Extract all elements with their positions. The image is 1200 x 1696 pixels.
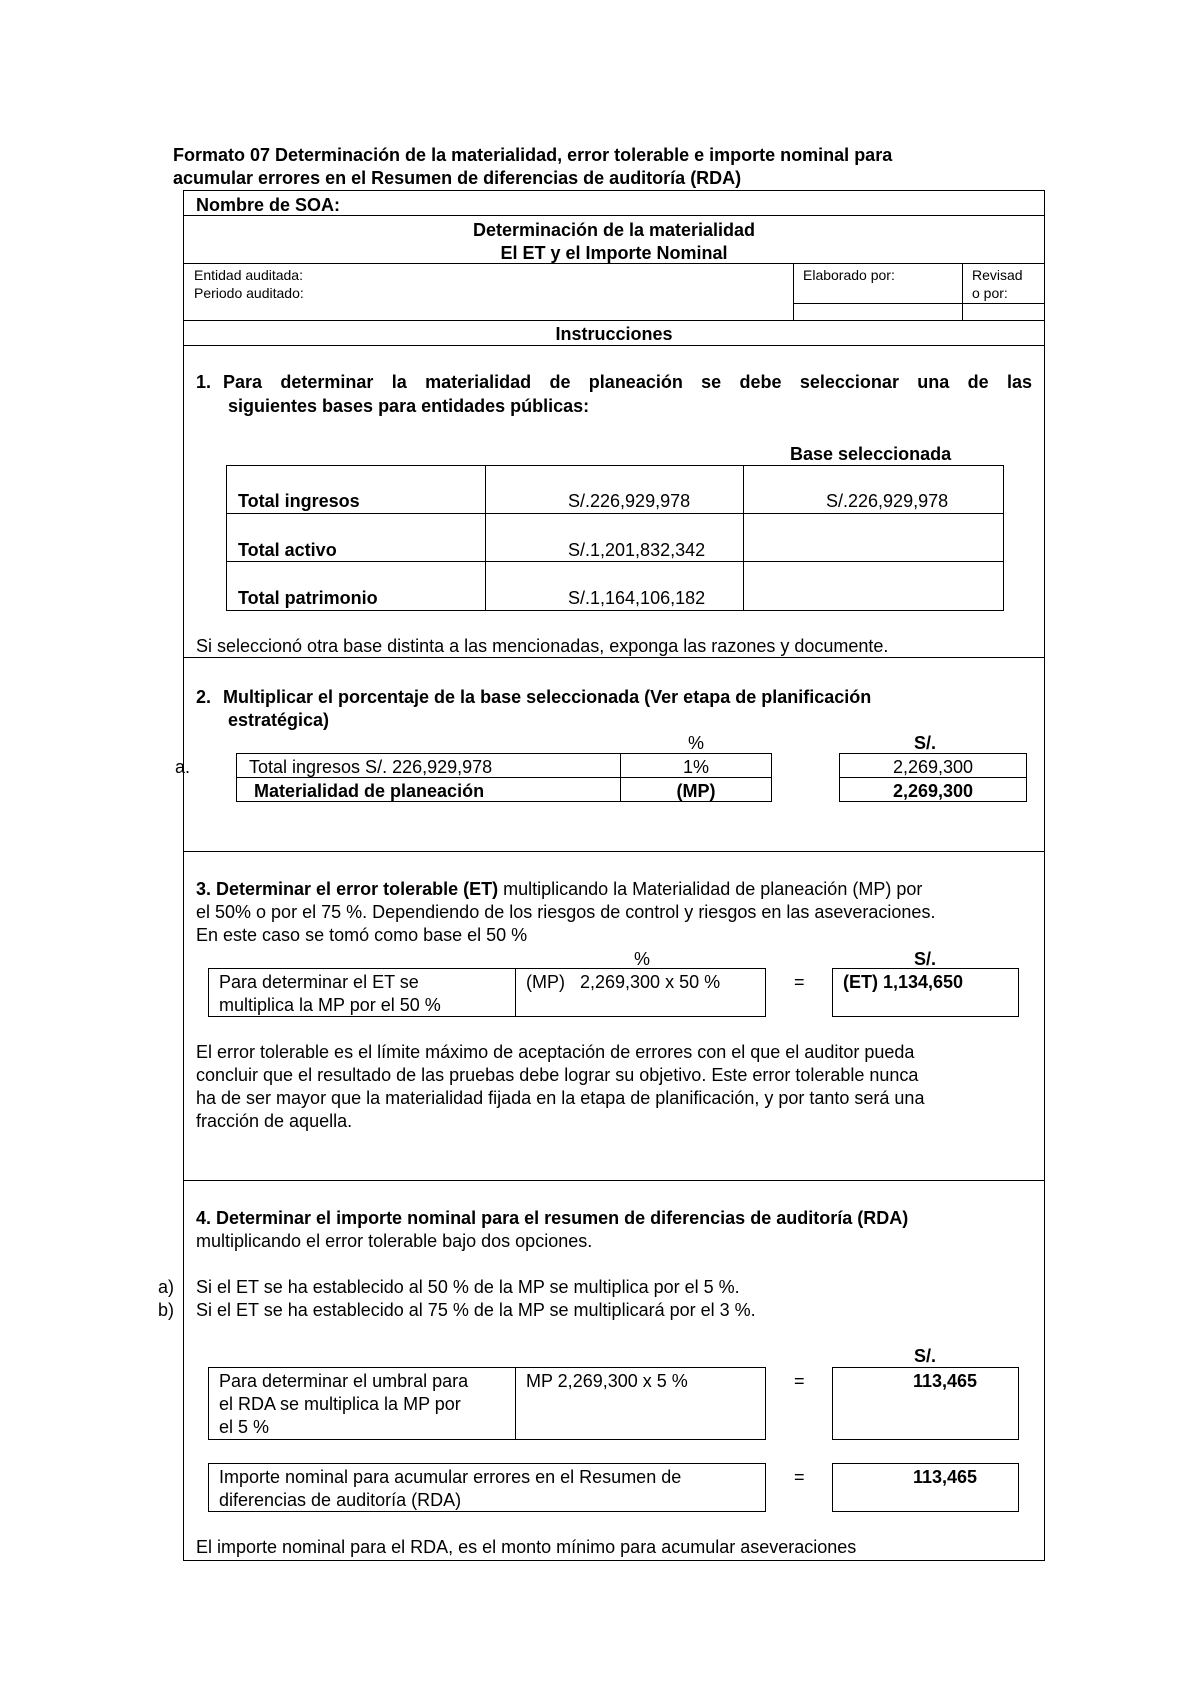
umbral-formula: MP 2,269,300 x 5 % xyxy=(526,1371,688,1391)
section3-text-line3: En este caso se tomó como base el 50 % xyxy=(196,925,528,945)
instrucciones-heading: Instrucciones xyxy=(555,324,673,344)
table-cell-value: S/.1,164,106,182 xyxy=(568,588,706,608)
soa-label: Nombre de SOA: xyxy=(196,195,341,215)
table-row: Total ingresos xyxy=(238,491,360,511)
option-b-text: Si el ET se ha establecido al 75 % de la MP se multiplicará por el 3 %. xyxy=(196,1300,756,1320)
divider xyxy=(183,657,1045,658)
et-label-line2: multiplica la MP por el 50 % xyxy=(219,995,441,1015)
importe-label-line1: Importe nominal para acumular errores en el Resumen de xyxy=(219,1467,682,1487)
divider xyxy=(183,1273,184,1323)
revisado-label-1: Revisad xyxy=(972,267,1023,283)
materialidad-row2-label: Materialidad de planeación xyxy=(254,781,485,801)
divider xyxy=(183,215,1045,216)
option-b-marker: b) xyxy=(158,1300,175,1320)
option-a-text: Si el ET se ha establecido al 50 % de la MP se multiplica por el 5 %. xyxy=(196,1277,740,1297)
divider xyxy=(485,465,486,611)
et-result: (ET) 1,134,650 xyxy=(843,972,964,992)
section3-text-rest: multiplicando la Materialidad de planeación (MP) por xyxy=(498,879,923,899)
section2-pct-header: % xyxy=(688,733,705,753)
importe-equals: = xyxy=(794,1467,805,1487)
divider xyxy=(183,263,1045,264)
section3-text-line2: el 50% o por el 75 %. Dependiendo de los riesgos de control y riesgos en las aseveraciones. xyxy=(196,902,936,922)
divider xyxy=(793,303,1045,304)
section3-bold-text: 3. Determinar el error tolerable (ET) xyxy=(196,879,499,899)
et-equals: = xyxy=(794,972,805,992)
document-title-line1: Formato 07 Determinación de la materialidad, error tolerable e importe nominal para xyxy=(173,145,893,165)
section1-note: Si seleccionó otra base distinta a las mencionadas, exponga las razones y documente. xyxy=(196,636,889,656)
divider xyxy=(743,465,744,611)
section4-footer: El importe nominal para el RDA, es el monto mínimo para acumular aseveraciones xyxy=(196,1537,857,1557)
umbral-equals: = xyxy=(794,1371,805,1391)
heading-line1: Determinación de la materialidad xyxy=(472,220,756,240)
section2-sol-header: S/. xyxy=(914,733,937,753)
table-cell-selected: S/.226,929,978 xyxy=(826,491,949,511)
umbral-label-line1: Para determinar el umbral para xyxy=(219,1371,469,1391)
frame-left xyxy=(183,190,184,1561)
section2-text-line1: Multiplicar el porcentaje de la base seleccionada (Ver etapa de planificación xyxy=(223,687,872,707)
et-paragraph-line4: fracción de aquella. xyxy=(196,1111,353,1131)
divider xyxy=(793,263,794,321)
section1-text-line1: Para determinar la materialidad de planeación se debe seleccionar una de las xyxy=(223,372,1032,392)
section1-number: 1. xyxy=(196,372,212,392)
divider xyxy=(183,320,1045,321)
section2-text-line2: estratégica) xyxy=(228,710,330,730)
umbral-label-line3: el 5 % xyxy=(219,1417,270,1437)
frame-bottom xyxy=(183,1560,1045,1561)
frame-top xyxy=(183,190,1045,191)
section3-text-line1 xyxy=(196,877,922,901)
materialidad-row1-value: 2,269,300 xyxy=(892,757,974,777)
et-label-line1: Para determinar el ET se xyxy=(219,972,419,992)
option-a-marker: a) xyxy=(158,1277,175,1297)
et-paragraph-line1: El error tolerable es el límite máximo de aceptación de errores con el que el auditor pueda xyxy=(196,1042,915,1062)
base-seleccionada-header: Base seleccionada xyxy=(790,444,952,464)
document-title-line2: acumular errores en el Resumen de diferencias de auditoría (RDA) xyxy=(173,168,742,188)
et-formula: (MP) 2,269,300 x 50 % xyxy=(526,972,721,992)
section1-text-line2: siguientes bases para entidades públicas: xyxy=(228,396,590,416)
divider xyxy=(183,1180,1045,1181)
umbral-result: 113,465 xyxy=(913,1371,978,1391)
materialidad-row1-label: Total ingresos S/. 226,929,978 xyxy=(249,757,493,777)
section3-sol-header: S/. xyxy=(914,949,937,969)
section2-marker: a. xyxy=(175,757,191,777)
table-row: Total activo xyxy=(238,540,337,560)
section3-pct-header: % xyxy=(634,949,651,969)
et-paragraph-line2: concluir que el resultado de las pruebas debe lograr su objetivo. Este error tolerable nunca xyxy=(196,1065,919,1085)
elaborado-label: Elaborado por: xyxy=(803,267,895,283)
frame-right xyxy=(1044,190,1045,1561)
divider xyxy=(183,851,1045,852)
divider xyxy=(515,1367,516,1440)
materialidad-row2-pct: (MP) xyxy=(676,781,716,801)
table-cell-value: S/.1,201,832,342 xyxy=(568,540,706,560)
section4-text-line2: multiplicando el error tolerable bajo dos opciones. xyxy=(196,1231,593,1251)
divider xyxy=(226,513,1004,514)
periodo-label: Periodo auditado: xyxy=(194,285,304,301)
section4-sol-header: S/. xyxy=(914,1346,937,1366)
materialidad-row2-value: 2,269,300 xyxy=(892,781,974,801)
importe-result: 113,465 xyxy=(913,1467,978,1487)
entidad-label: Entidad auditada: xyxy=(194,267,303,283)
section4-bold-text: 4. Determinar el importe nominal para el resumen de diferencias de auditoría (RDA) xyxy=(196,1208,909,1228)
divider xyxy=(183,345,1045,346)
table-cell-value: S/.226,929,978 xyxy=(568,491,691,511)
heading-line2: El ET y el Importe Nominal xyxy=(500,243,728,263)
section2-number: 2. xyxy=(196,687,212,707)
materialidad-row1-pct: 1% xyxy=(682,757,709,777)
divider xyxy=(515,968,516,1017)
et-paragraph-line3: ha de ser mayor que la materialidad fijada en la etapa de planificación, y por tanto será una xyxy=(196,1088,925,1108)
importe-label-line2: diferencias de auditoría (RDA) xyxy=(219,1490,462,1510)
divider xyxy=(962,263,963,321)
revisado-label-2: o por: xyxy=(972,285,1008,301)
umbral-label-line2: el RDA se multiplica la MP por xyxy=(219,1394,461,1414)
table-row: Total patrimonio xyxy=(238,588,378,608)
